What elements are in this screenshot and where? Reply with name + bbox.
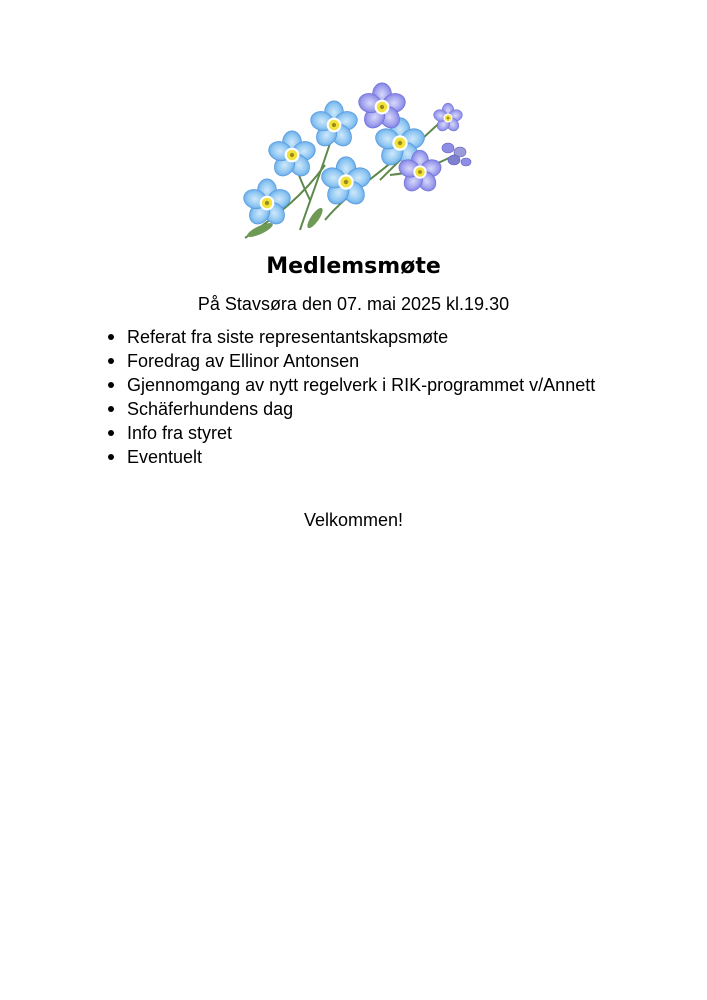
flower-icon <box>266 131 318 180</box>
bullet-icon <box>108 430 114 436</box>
bullet-icon <box>108 334 114 340</box>
bullet-icon <box>108 382 114 388</box>
bullet-icon <box>108 358 114 364</box>
agenda-item <box>107 397 595 421</box>
document-title: Medlemsmøte <box>266 254 441 279</box>
agenda-list <box>107 325 595 469</box>
bullet-icon <box>108 406 114 412</box>
agenda-item <box>107 349 595 373</box>
bullet-icon <box>108 454 114 460</box>
flower-icon <box>319 157 373 209</box>
agenda-item-text: Referat fra siste representantskapsmøte <box>127 327 449 347</box>
meeting-details-text: På Stavsøra den 07. mai 2025 kl.19.30 <box>197 294 510 314</box>
flower-icon <box>308 101 360 150</box>
agenda-item <box>107 445 595 469</box>
meeting-details <box>0 292 707 316</box>
agenda-item-text: Foredrag av Ellinor Antonsen <box>127 351 360 371</box>
flower-icon <box>241 179 293 228</box>
agenda-item <box>107 373 595 397</box>
closing-text: Velkommen! <box>303 510 404 530</box>
agenda-item-text: Gjennomgang av nytt regelverk i RIK-programmet v/Annett <box>127 375 596 395</box>
agenda-item <box>107 421 595 445</box>
agenda-item-text: Schäferhundens dag <box>127 399 294 419</box>
flower-icon <box>432 103 464 133</box>
agenda-item-text: Eventuelt <box>127 447 203 467</box>
buds <box>442 143 471 166</box>
agenda-item <box>107 325 595 349</box>
forget-me-not-illustration <box>230 80 478 242</box>
agenda-item-text: Info fra styret <box>127 423 233 443</box>
